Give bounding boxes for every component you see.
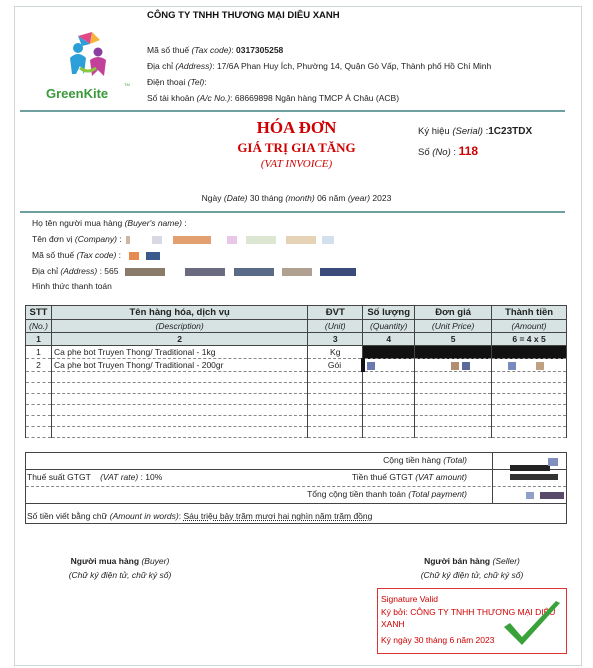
seller-tax-code: 0317305258 — [236, 45, 284, 55]
invoice-subtitle: GIÁ TRỊ GIA TĂNG — [237, 140, 356, 155]
buyer-payment-label: Hình thức thanh toán — [32, 281, 112, 291]
row-description: Ca phe bot Truyen Thong/ Traditional - 200gr — [51, 359, 307, 372]
seller-signature-label: Người bán hàng — [424, 556, 491, 566]
row-unit: Kg — [308, 346, 363, 359]
row-unit: Gói — [308, 359, 363, 372]
buyer-company-label: Tên đơn vị — [32, 234, 73, 244]
month-label-en: (month) — [285, 193, 315, 203]
items-table — [25, 305, 567, 438]
header-divider — [20, 110, 565, 112]
redaction-block — [246, 236, 276, 244]
seller-account-line: Số tài khoản (A/c No.): 68669898 Ngân hàng TMCP Á Châu (ACB) — [147, 93, 400, 103]
seller-tax-label-en: (Tax code) — [191, 45, 232, 55]
redaction-block — [129, 252, 139, 260]
seller-phone-line: Điện thoại (Tel): — [147, 77, 207, 87]
redaction-block — [363, 359, 415, 372]
year-label-en: (year) — [347, 193, 371, 203]
redaction-block — [540, 492, 564, 499]
invoice-title: HÓA ĐƠN — [256, 118, 337, 137]
signed-by-text: Ký bởi: CÔNG TY TNHH THƯƠNG MẠI DIÊU XANH — [381, 607, 556, 629]
buyer-tax-label-en: (Tax code) — [76, 250, 117, 260]
redaction-block — [510, 474, 558, 480]
col-stt-en: (No.) — [26, 320, 52, 333]
amount-words-label-en: (Amount in words) — [109, 511, 179, 521]
seller-tax-line: Mã số thuế (Tax code): 0317305258 — [147, 45, 284, 55]
serial-label-en: (Serial) — [452, 126, 483, 137]
buyer-signature-title — [40, 556, 200, 566]
buyer-address-prefix: 565 — [104, 266, 119, 276]
seller-signature-title — [392, 556, 552, 566]
vat-rate-label: Thuế suất GTGT — [27, 472, 91, 482]
redaction-block — [322, 236, 334, 244]
row-stt: 1 — [26, 346, 52, 359]
table-row — [26, 346, 567, 359]
redaction-block — [548, 458, 558, 466]
seller-account: 68669898 Ngân hàng TMCP Á Châu (ACB) — [234, 93, 400, 103]
invoice-number-line: Số (No) : 118 — [418, 144, 479, 158]
digital-signature-box — [377, 588, 567, 654]
date-day: 30 — [249, 193, 260, 203]
amount-words-label: Số tiền viết bằng chữ — [27, 511, 108, 521]
number-label-en: (No) — [432, 147, 451, 158]
redaction-block — [146, 252, 160, 260]
col-unit: ĐVT — [308, 306, 363, 320]
buyer-name-label-en: (Buyer's name) — [124, 218, 182, 228]
serial-value: 1C23TDX — [488, 126, 533, 137]
vat-amount-label: Tiền thuế GTGT — [351, 472, 413, 482]
col-unit-price-en: (Unit Price) — [415, 320, 492, 333]
redaction-mark — [462, 362, 470, 370]
buyer-name-line: Họ tên người mua hàng (Buyer's name) : — [32, 218, 187, 228]
buyer-signature-label-en: (Buyer) — [141, 556, 170, 566]
seller-phone-label: Điện thoại — [147, 77, 186, 87]
logo-trademark: TM — [124, 82, 130, 87]
seller-tax-label: Mã số thuế — [147, 45, 190, 55]
redaction-block — [510, 465, 550, 471]
redaction-block — [282, 268, 312, 276]
seller-signature-label-en: (Seller) — [492, 556, 520, 566]
table-row-empty — [26, 372, 567, 383]
redaction-block — [320, 268, 356, 276]
serial-label: Ký hiệu — [418, 126, 450, 137]
grand-total-row — [0, 489, 467, 499]
checkmark-icon — [500, 599, 564, 651]
seller-account-label-en: (A/c No.) — [196, 93, 231, 103]
table-row-empty — [26, 427, 567, 438]
col-index: 6 = 4 x 5 — [492, 333, 567, 346]
invoice-number: 118 — [458, 144, 479, 158]
vat-rate-row: Thuế suất GTGT (VAT rate) : 10% — [27, 472, 163, 482]
buyer-company-label-en: (Company) — [74, 234, 117, 244]
invoice-subtitle-en: (VAT INVOICE) — [260, 158, 333, 170]
table-row-empty — [26, 383, 567, 394]
redaction-block — [125, 268, 165, 276]
col-index: 1 — [26, 333, 52, 346]
redaction-block — [286, 236, 316, 244]
redaction-block — [173, 236, 211, 244]
number-label: Số — [418, 147, 430, 158]
signature-valid-text: Signature Valid — [381, 594, 439, 604]
subtotal-label-en: (Total) — [443, 455, 467, 465]
buyer-name-label: Họ tên người mua hàng — [32, 218, 123, 228]
col-unit-price: Đơn giá — [415, 306, 492, 320]
date-year: 2023 — [372, 193, 392, 203]
grand-total-label: Tổng cộng tiền thanh toán — [307, 489, 406, 499]
col-description-en: (Description) — [51, 320, 307, 333]
col-amount: Thành tiền — [492, 306, 567, 320]
invoice-serial-line: Ký hiệu (Serial) :1C23TDX — [418, 126, 533, 137]
date-label: Ngày — [201, 193, 222, 203]
table-row-empty — [26, 394, 567, 405]
redaction-block — [415, 346, 492, 359]
col-quantity: Số lượng — [363, 306, 415, 320]
col-index: 3 — [308, 333, 363, 346]
table-row — [26, 359, 567, 372]
redaction-mark — [367, 362, 375, 370]
buyer-signature-label: Người mua hàng — [70, 556, 140, 566]
redaction-block — [415, 359, 492, 372]
row-description: Ca phe bot Truyen Thong/ Traditional - 1kg — [51, 346, 307, 359]
signed-date-text: Ký ngày 30 tháng 6 năm 2023 — [381, 635, 495, 645]
amount-words-row: Số tiền viết bằng chữ (Amount in words): Sáu triệu bảy trăm mươi hai nghìn năm trăm đồng — [27, 511, 373, 521]
col-index: 4 — [363, 333, 415, 346]
buyer-address-label: Địa chỉ — [32, 266, 58, 276]
buyer-tax-line: Mã số thuế (Tax code) : — [32, 250, 160, 260]
redaction-mark — [451, 362, 459, 370]
vat-amount-row — [0, 472, 467, 482]
redaction-mark — [508, 362, 516, 370]
invoice-date-line — [0, 193, 593, 203]
col-amount-en: (Amount) — [492, 320, 567, 333]
logo-text: GreenKite — [46, 86, 109, 101]
buyer-divider — [20, 211, 565, 213]
table-row-empty — [26, 416, 567, 427]
redaction-block — [152, 236, 162, 244]
seller-company-name: CÔNG TY TNHH THƯƠNG MẠI DIÊU XANH — [147, 10, 340, 21]
subtotal-label: Cộng tiền hàng — [383, 455, 441, 465]
buyer-company-line: Tên đơn vị (Company) : — [32, 234, 334, 244]
col-unit-en: (Unit) — [308, 320, 363, 333]
redaction-block — [526, 492, 534, 499]
greenkite-logo — [40, 30, 140, 102]
redaction-block — [126, 236, 130, 244]
amount-words-value: Sáu triệu bảy trăm mươi hai nghìn năm trăm đồng — [183, 511, 373, 521]
date-label-en: (Date) — [223, 193, 248, 203]
buyer-address-line: Địa chỉ (Address) : 565 — [32, 266, 356, 276]
col-index: 2 — [51, 333, 307, 346]
buyer-payment-line — [32, 281, 112, 291]
col-description: Tên hàng hóa, dịch vụ — [51, 306, 307, 320]
date-month: 06 — [317, 193, 327, 203]
col-stt: STT — [26, 306, 52, 320]
redaction-block — [492, 346, 567, 359]
row-stt: 2 — [26, 359, 52, 372]
vat-amount-label-en: (VAT amount) — [415, 472, 467, 482]
buyer-tax-label: Mã số thuế — [32, 250, 75, 260]
year-label: năm — [328, 193, 346, 203]
col-quantity-en: (Quantity) — [363, 320, 415, 333]
seller-address-label: Địa chỉ — [147, 61, 173, 71]
vat-rate-value: 10% — [145, 472, 163, 482]
col-index: 5 — [415, 333, 492, 346]
redaction-mark — [536, 362, 544, 370]
redaction-block — [234, 268, 274, 276]
redaction-block — [492, 359, 567, 372]
subtotal-row — [0, 455, 467, 465]
redaction-block — [363, 346, 415, 359]
table-row-empty — [26, 405, 567, 416]
seller-account-label: Số tài khoản — [147, 93, 195, 103]
buyer-signature-sub: (Chữ ký điện tử, chữ ký số) — [68, 570, 172, 580]
redaction-block — [227, 236, 237, 244]
buyer-address-label-en: (Address) — [60, 266, 98, 276]
month-label: tháng — [261, 193, 284, 203]
grand-total-label-en: (Total payment) — [408, 489, 467, 499]
redaction-block — [185, 268, 225, 276]
seller-signature-sub: (Chữ ký điện tử, chữ ký số) — [420, 570, 524, 580]
seller-address-line: Địa chỉ (Address): 17/6A Phan Huy Ích, Phường 14, Quận Gò Vấp, Thành phố Hồ Chí Minh — [147, 61, 492, 71]
vat-rate-label-en: (VAT rate) — [100, 472, 139, 482]
seller-address-label-en: (Address) — [175, 61, 213, 71]
seller-phone-label-en: (Tel) — [187, 77, 205, 87]
seller-address: 17/6A Phan Huy Ích, Phường 14, Quận Gò Vấp, Thành phố Hồ Chí Minh — [216, 61, 492, 71]
